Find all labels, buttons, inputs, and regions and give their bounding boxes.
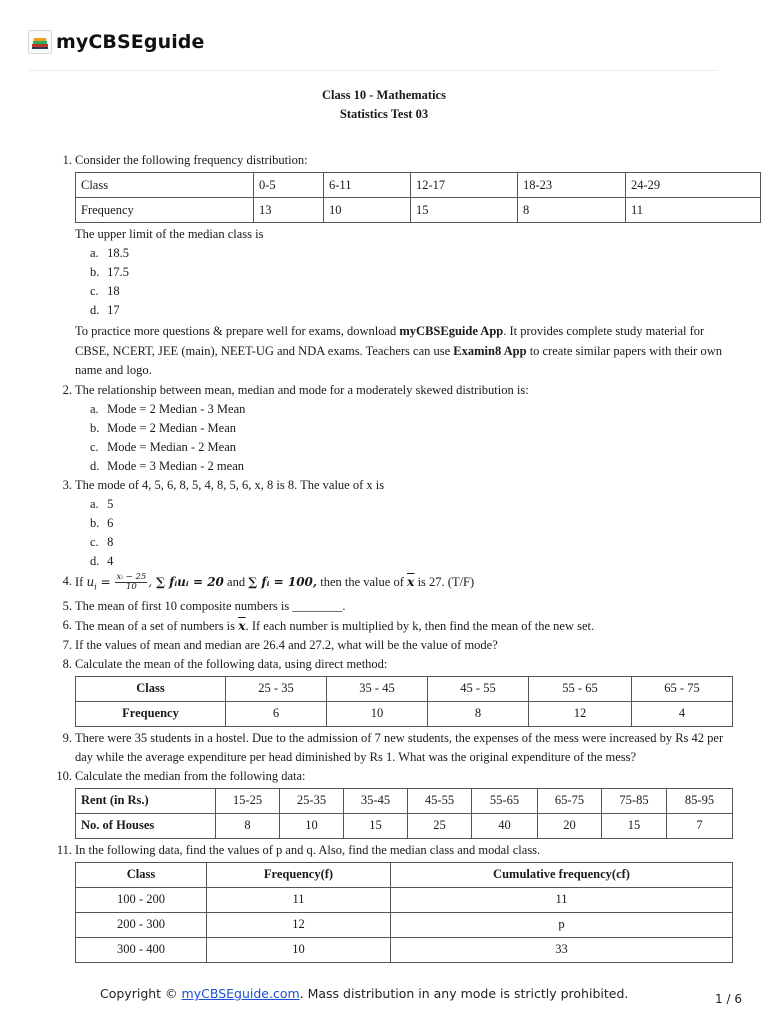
option-text: 18.5	[107, 246, 129, 260]
option-letter: b.	[90, 515, 100, 530]
question-text: There were 35 students in a hostel. Due to the admission of 7 new students, the expenses of the mess were increased by Rs 42 per day while the average expenditure per head diminished by Rs 1. What was the original expenditure of the mess?	[75, 730, 724, 764]
question-text: Calculate the median from the following data:	[75, 768, 306, 783]
option-text: Mode = 2 Median - Mean	[107, 420, 237, 435]
option-letter: b.	[90, 265, 100, 279]
books-icon	[28, 30, 52, 54]
page-number: 1 / 6	[715, 992, 742, 1006]
table-header-cell: Cumulative frequency(cf)	[391, 862, 733, 887]
table-cell: 15	[411, 198, 518, 223]
math-sum: ∑ fᵢ = 100,	[248, 574, 318, 589]
question-text: Consider the following frequency distribution:	[75, 153, 308, 167]
table-cell: 45-55	[408, 788, 472, 813]
table-header-cell: Class	[76, 676, 226, 701]
question-text: is 27. (T/F)	[414, 574, 475, 589]
table-cell: 24-29	[626, 173, 761, 198]
brand-logo[interactable]	[28, 30, 205, 54]
table-cell: 15-25	[216, 788, 280, 813]
table-cell: 10	[280, 813, 344, 838]
question-number: 7.	[62, 637, 72, 652]
option-text: 8	[107, 534, 114, 549]
table-cell: 25-35	[280, 788, 344, 813]
option-text: 17	[107, 303, 120, 317]
doc-title: Class 10 - Mathematics	[322, 88, 446, 102]
option-letter: c.	[90, 284, 99, 298]
option-b	[0, 419, 768, 438]
table-header-cell: Frequency(f)	[207, 862, 391, 887]
table-cell: 11	[626, 198, 761, 223]
question-text: then the value of	[317, 574, 407, 589]
fraction-numerator: xᵢ − 25	[116, 571, 147, 582]
question-text: . If each number is multiplied by k, then find the mean of the new set.	[245, 618, 595, 633]
table-row	[76, 912, 733, 937]
option-letter: c.	[90, 534, 99, 549]
footer-text: Copyright ©	[100, 986, 182, 1001]
option-d	[0, 552, 768, 571]
question-6	[0, 616, 768, 636]
table-header-cell: Rent (in Rs.)	[76, 788, 216, 813]
question-number: 10.	[56, 768, 72, 783]
table-cell: 0-5	[254, 173, 324, 198]
option-text: Mode = Median - 2 Mean	[107, 439, 237, 454]
table-cell: 35-45	[344, 788, 408, 813]
promo-text: To practice more questions & prepare well for exams, download	[75, 324, 400, 338]
page-footer	[0, 984, 768, 1024]
option-a	[0, 244, 768, 263]
table-header-cell: Class	[76, 862, 207, 887]
promo-text: . It provides complete study material for CBSE, NCERT, JEE (main), NEET-UG and NDA exams. Teachers can use	[75, 324, 705, 358]
table-cell: 25 - 35	[226, 676, 327, 701]
question-9	[0, 729, 768, 767]
table-cell: 25	[408, 813, 472, 838]
q1-frequency-table	[75, 172, 761, 223]
question-text: The mean of a set of numbers is	[75, 618, 239, 633]
table-cell: 45 - 55	[428, 676, 529, 701]
q8-data-table	[75, 676, 733, 727]
table-row	[76, 937, 733, 962]
table-cell: 6-11	[324, 173, 411, 198]
option-letter: d.	[90, 303, 100, 317]
question-number: 1.	[62, 153, 72, 167]
table-row	[76, 813, 733, 838]
question-text: The relationship between mean, median and mode for a moderately skewed distribution is:	[75, 382, 529, 397]
table-cell: 55 - 65	[529, 676, 632, 701]
option-c	[0, 438, 768, 457]
table-cell: 7	[667, 813, 733, 838]
option-letter: c.	[90, 439, 99, 454]
question-1-stem	[0, 225, 768, 244]
question-1	[0, 151, 768, 170]
option-b	[0, 263, 768, 282]
option-text: 4	[107, 553, 114, 568]
question-number: 5.	[62, 598, 72, 613]
option-letter: d.	[90, 458, 100, 473]
table-cell: 10	[327, 701, 428, 726]
question-text: and	[223, 574, 249, 589]
table-cell: 100 - 200	[76, 887, 207, 912]
table-row	[76, 173, 761, 198]
table-cell: 55-65	[472, 788, 538, 813]
question-number: 3.	[62, 477, 72, 492]
table-cell: 300 - 400	[76, 937, 207, 962]
option-letter: b.	[90, 420, 100, 435]
table-cell: 13	[254, 198, 324, 223]
question-5	[0, 597, 768, 616]
question-text: The mode of 4, 5, 6, 8, 5, 4, 8, 5, 6, x, 8 is 8. The value of x is	[75, 477, 385, 492]
option-text: 18	[107, 284, 120, 298]
table-cell: 10	[324, 198, 411, 223]
option-a	[0, 495, 768, 514]
option-letter: a.	[90, 496, 99, 511]
table-header-cell: Frequency	[76, 701, 226, 726]
table-cell: 4	[632, 701, 733, 726]
table-cell: 33	[391, 937, 733, 962]
option-text: Mode = 3 Median - 2 mean	[107, 458, 245, 473]
math-symbol: =	[96, 574, 115, 589]
promo-app-name: myCBSEguide App	[399, 324, 504, 338]
math-symbol: ,	[148, 574, 156, 589]
question-number: 9.	[62, 730, 72, 745]
table-cell: 8	[428, 701, 529, 726]
table-cell: Frequency	[76, 198, 254, 223]
question-number: 8.	[62, 656, 72, 671]
question-10	[0, 767, 768, 786]
table-cell: 40	[472, 813, 538, 838]
table-row	[76, 701, 733, 726]
question-number: 4.	[62, 573, 72, 588]
math-fraction	[115, 573, 147, 592]
question-number: 6.	[62, 617, 72, 632]
question-text: The upper limit of the median class is	[75, 227, 264, 241]
table-cell: 35 - 45	[327, 676, 428, 701]
question-7	[0, 636, 768, 655]
q10-data-table	[75, 788, 733, 839]
table-cell: 10	[207, 937, 391, 962]
table-row	[76, 198, 761, 223]
question-8	[0, 655, 768, 674]
table-row	[76, 788, 733, 813]
question-11	[0, 841, 768, 860]
math-xbar: $\overline{x}$	[238, 617, 246, 633]
option-letter: a.	[90, 246, 99, 260]
table-cell: 11	[207, 887, 391, 912]
table-cell: 65-75	[538, 788, 602, 813]
table-cell: 18-23	[518, 173, 626, 198]
question-text: The mean of first 10 composite numbers is ________.	[75, 598, 346, 613]
table-cell: 6	[226, 701, 327, 726]
question-text: If	[75, 574, 87, 589]
table-cell: 12	[207, 912, 391, 937]
copyright-notice	[100, 986, 628, 1001]
table-header-cell: No. of Houses	[76, 813, 216, 838]
table-cell: Class	[76, 173, 254, 198]
page-header	[0, 0, 768, 72]
table-cell: 75-85	[602, 788, 667, 813]
table-row	[76, 676, 733, 701]
q11-data-table	[75, 862, 733, 963]
question-text: If the values of mean and median are 26.4 and 27.2, what will be the value of mode?	[75, 637, 498, 652]
fraction-denominator: 10	[125, 581, 137, 592]
table-cell: 8	[216, 813, 280, 838]
table-cell: 20	[538, 813, 602, 838]
question-text: In the following data, find the values of p and q. Also, find the median class and modal class.	[75, 842, 541, 857]
table-row	[76, 862, 733, 887]
math-subscript: i	[94, 581, 97, 591]
option-text: 5	[107, 496, 114, 511]
option-text: Mode = 2 Median - 3 Mean	[107, 401, 246, 416]
table-cell: 200 - 300	[76, 912, 207, 937]
promo-paragraph	[0, 322, 768, 381]
question-4	[0, 571, 768, 597]
question-number: 2.	[62, 382, 72, 397]
option-a	[0, 400, 768, 419]
math-symbol: u	[86, 574, 95, 589]
question-number: 11.	[56, 842, 72, 857]
doc-subtitle: Statistics Test 03	[339, 107, 429, 121]
header-divider	[28, 70, 718, 71]
table-cell: 12-17	[411, 173, 518, 198]
option-text: 6	[107, 515, 114, 530]
math-expression	[86, 571, 224, 592]
option-d	[0, 457, 768, 476]
table-row	[76, 887, 733, 912]
footer-text: . Mass distribution in any mode is strictly prohibited.	[299, 986, 629, 1001]
math-sum: ∑ fᵢuᵢ = 20	[155, 574, 224, 589]
table-cell: 15	[344, 813, 408, 838]
table-cell: 65 - 75	[632, 676, 733, 701]
table-cell: p	[391, 912, 733, 937]
option-text: 17.5	[107, 265, 129, 279]
option-letter: d.	[90, 553, 100, 568]
question-3	[0, 476, 768, 495]
promo-text: to create similar papers with their own name and logo.	[75, 343, 723, 377]
table-cell: 12	[529, 701, 632, 726]
option-letter: a.	[90, 401, 99, 416]
question-list	[0, 151, 768, 965]
table-cell: 8	[518, 198, 626, 223]
option-c	[0, 282, 768, 301]
math-xbar: $\overline{x}$	[407, 573, 415, 589]
brand-name: myCBSEguide	[56, 31, 205, 53]
option-c	[0, 533, 768, 552]
option-b	[0, 514, 768, 533]
table-cell: 11	[391, 887, 733, 912]
promo-app-name: Examin8 App	[453, 343, 527, 358]
option-d	[0, 301, 768, 320]
footer-link[interactable]: myCBSEguide.com	[181, 986, 300, 1001]
table-cell: 85-95	[667, 788, 733, 813]
table-cell: 15	[602, 813, 667, 838]
question-text: Calculate the mean of the following data, using direct method:	[75, 656, 388, 671]
question-2	[0, 381, 768, 400]
